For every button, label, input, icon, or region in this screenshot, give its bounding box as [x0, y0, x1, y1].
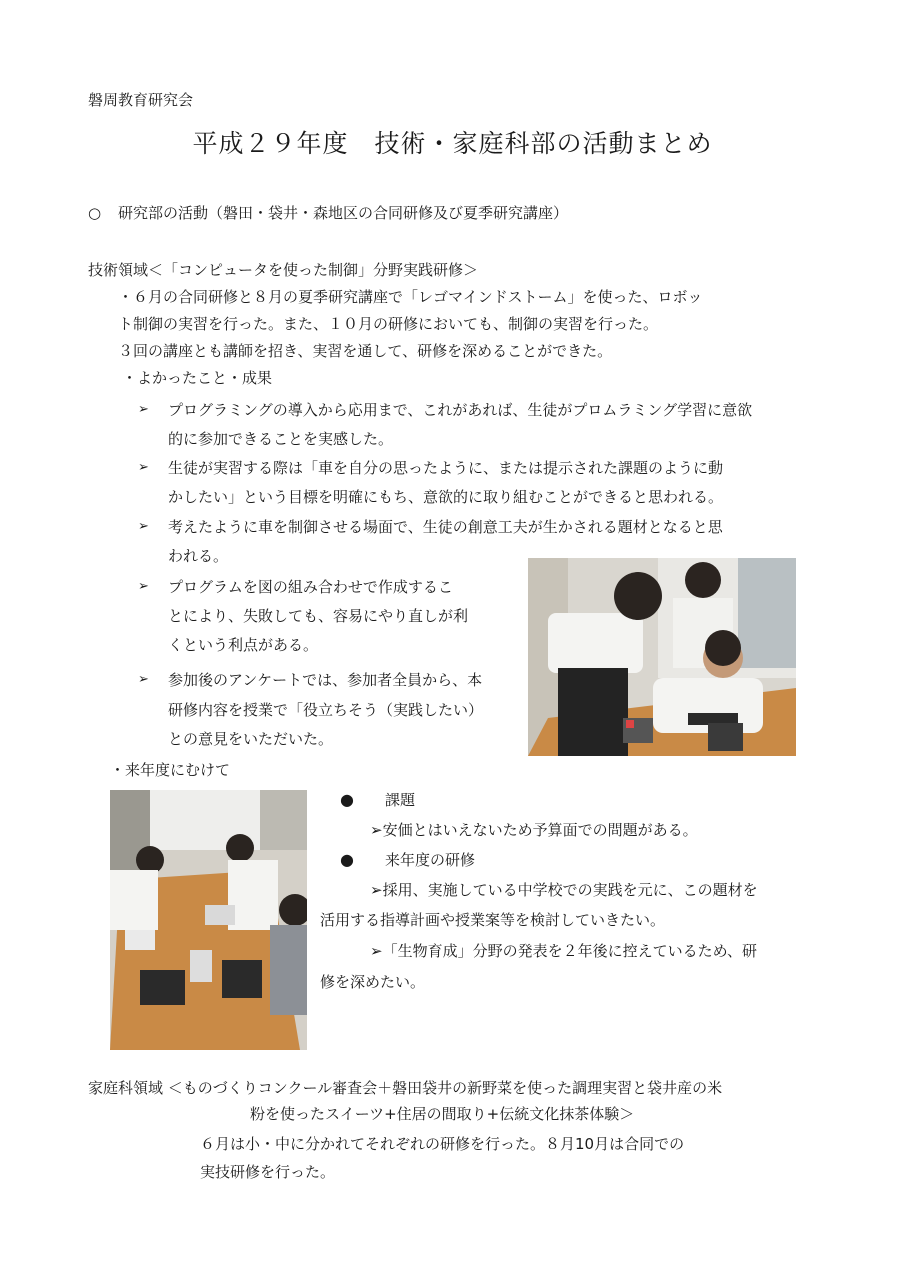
good-item-line: プログラムを図の組み合わせで作成するこ: [168, 578, 453, 596]
home-body-line: 実技研修を行った。: [200, 1163, 336, 1181]
next-training-line: 活用する指導計画や授業案等を検討していきたい。: [320, 911, 666, 929]
dot-bullet-icon: ●: [340, 790, 354, 809]
good-item-line: くという利点がある。: [168, 636, 319, 654]
next-training-label: 来年度の研修: [385, 851, 476, 869]
tech-intro-line: ト制御の実習を行った。また、１０月の研修においても、制御の実習を行った。: [118, 315, 659, 333]
page-title: 平成２９年度 技術・家庭科部の活動まとめ: [192, 129, 713, 158]
arrow-bullet-icon: ➢: [138, 672, 149, 687]
arrow-bullet-icon: ➢: [138, 402, 149, 417]
training-photo-workshop: [110, 790, 307, 1050]
organization-name: 磐周教育研究会: [88, 91, 194, 109]
section-heading: 研究部の活動（磐田・袋井・森地区の合同研修及び夏季研究講座）: [118, 204, 569, 222]
section-bullet: ○: [88, 204, 102, 222]
training-photo-robot: [528, 558, 796, 756]
arrow-bullet-icon: ➢: [138, 579, 149, 594]
arrow-bullet-icon: ➢: [138, 519, 149, 534]
good-item-line: 的に参加できることを実感した。: [168, 430, 394, 448]
next-year-heading: ・来年度にむけて: [110, 761, 231, 779]
good-item-line: 生徒が実習する際は「車を自分の思ったように、または提示された課題のように動: [168, 459, 724, 477]
next-training-line: ➢採用、実施している中学校での実践を元に、この題材を: [370, 881, 758, 899]
good-item-line: プログラミングの導入から応用まで、これがあれば、生徒がプロムラミング学習に意欲: [168, 401, 753, 419]
tech-heading: 技術領域＜「コンピュータを使った制御」分野実践研修＞: [88, 261, 479, 279]
good-heading: ・よかったこと・成果: [122, 369, 273, 387]
tech-intro-line: ３回の講座とも講師を招き、実習を通して、研修を深めることができた。: [118, 342, 613, 360]
good-item-line: かしたい」という目標を明確にもち、意欲的に取り組むことができると思われる。: [168, 488, 724, 506]
good-item-line: 研修内容を授業で「役立ちそう（実践したい）: [168, 701, 484, 719]
arrow-bullet-icon: ➢: [138, 460, 149, 475]
good-item-line: 参加後のアンケートでは、参加者全員から、本: [168, 671, 483, 689]
home-heading-line: 家庭科領域 ＜ものづくりコンクール審査会＋磐田袋井の新野菜を使った調理実習と袋井産の米: [88, 1079, 723, 1097]
good-item-line: 考えたように車を制御させる場面で、生徒の創意工夫が生かされる題材となると思: [168, 518, 723, 536]
good-item-line: われる。: [168, 547, 229, 565]
issue-label: 課題: [385, 791, 416, 809]
next-training-line: ➢「生物育成」分野の発表を２年後に控えているため、研: [370, 942, 757, 960]
tech-intro-line: ・６月の合同研修と８月の夏季研究講座で「レゴマインドストーム」を使った、ロボッ: [118, 288, 703, 306]
home-body-line: ６月は小・中に分かれてそれぞれの研修を行った。８月10月は合同での: [200, 1135, 685, 1153]
good-item-line: とにより、失敗しても、容易にやり直しが利: [168, 607, 469, 625]
home-heading-line: 粉を使ったスイーツ+住居の間取り+伝統文化抹茶体験＞: [250, 1105, 635, 1123]
dot-bullet-icon: ●: [340, 850, 354, 869]
next-training-line: 修を深めたい。: [320, 973, 426, 991]
good-item-line: との意見をいただいた。: [168, 730, 334, 748]
issue-text: ➢安価とはいえないため予算面での問題がある。: [370, 821, 698, 839]
